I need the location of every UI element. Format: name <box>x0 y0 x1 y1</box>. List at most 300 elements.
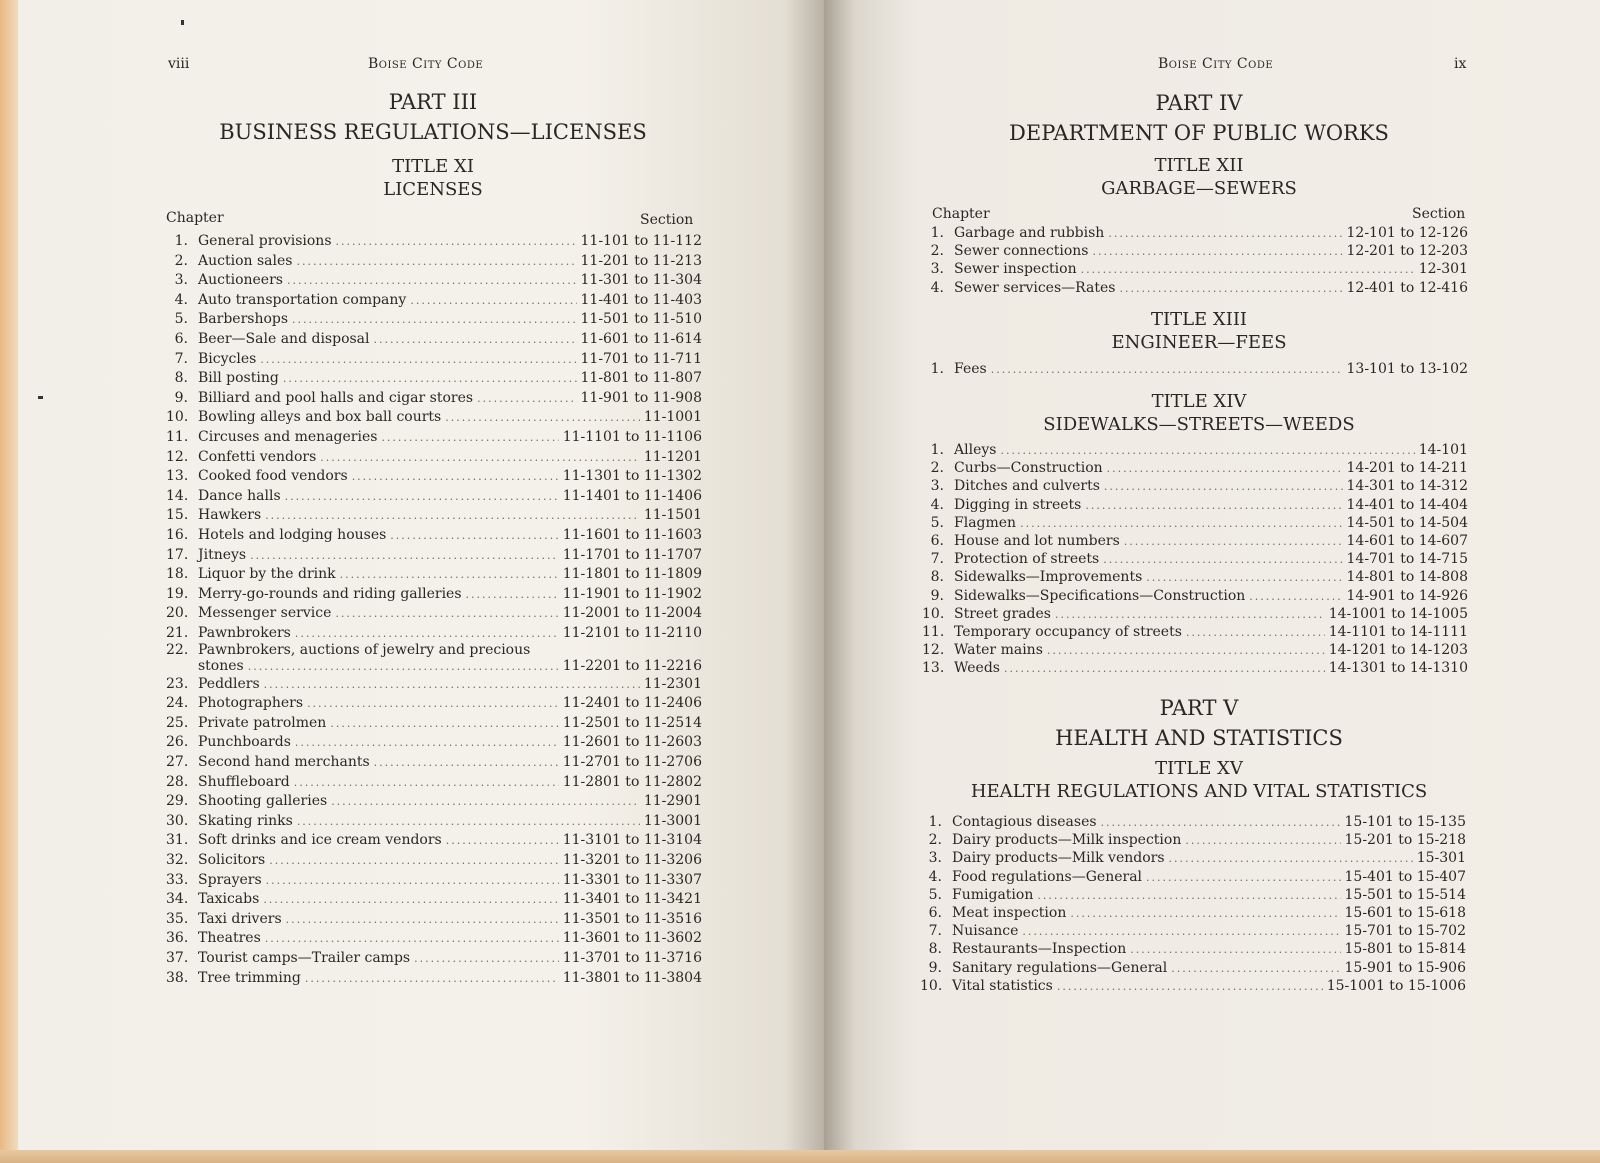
toc-entry <box>166 408 702 428</box>
chapter-title: Bicycles <box>198 350 257 367</box>
section-range: 15-201 to 15-218 <box>1344 832 1466 849</box>
section-range: 11-1801 to 11-1809 <box>562 566 702 583</box>
section-range: 11-2201 to 11-2216 <box>562 658 702 675</box>
leader-dots <box>1070 905 1340 923</box>
section-range: 11-2701 to 11-2706 <box>562 754 702 771</box>
section-range: 11-901 to 11-908 <box>580 389 702 406</box>
chapter-number: 9. <box>928 959 942 976</box>
leader-dots <box>263 890 558 910</box>
toc-entry <box>166 310 702 330</box>
leader-dots <box>305 969 559 989</box>
section-range: 12-101 to 12-126 <box>1346 225 1468 241</box>
toc-entry <box>922 532 1468 550</box>
chapter-number: 2. <box>928 832 942 849</box>
chapter-number: 6. <box>174 330 188 347</box>
chapter-number: 1. <box>930 361 944 377</box>
toc-entry <box>166 694 702 714</box>
leader-dots <box>1022 923 1340 941</box>
section-range: 11-2601 to 11-2603 <box>562 734 702 751</box>
leader-dots <box>1169 850 1413 868</box>
part-iv-number: PART IV <box>1155 91 1243 115</box>
chapter-number: 2. <box>174 252 188 269</box>
chapter-number: 10. <box>166 409 189 426</box>
chapter-title: Garbage and rubbish <box>954 225 1105 241</box>
chapter-number: 24. <box>166 695 189 712</box>
chapter-title: Dance halls <box>198 487 281 504</box>
toc-entry <box>166 604 702 624</box>
chapter-number: 4. <box>928 868 942 885</box>
chapter-number: 31. <box>166 832 189 849</box>
chapter-list-title-xv <box>920 813 1466 995</box>
chapter-title: Weeds <box>954 660 1000 677</box>
chapter-number: 1. <box>930 225 944 241</box>
toc-entry <box>922 477 1468 495</box>
column-section-label: Section <box>640 212 694 228</box>
chapter-title: Pawnbrokers <box>198 624 291 641</box>
chapter-number: 33. <box>166 871 189 888</box>
leader-dots <box>307 694 559 714</box>
chapter-title: Food regulations—General <box>952 868 1143 885</box>
section-range: 11-3301 to 11-3307 <box>562 871 702 888</box>
chapter-title: Temporary occupancy of streets <box>954 623 1182 640</box>
section-range: 11-1901 to 11-1902 <box>562 585 702 602</box>
page-number-left: viii <box>168 56 190 72</box>
leader-dots <box>374 330 577 350</box>
title-xii-name: GARBAGE—SEWERS <box>1101 178 1297 199</box>
leader-dots <box>1057 978 1323 996</box>
toc-entry <box>166 487 702 507</box>
toc-entry <box>922 659 1468 677</box>
toc-entry <box>166 871 702 891</box>
chapter-number: 9. <box>174 389 188 406</box>
leader-dots <box>1081 261 1415 279</box>
ink-speck <box>38 396 43 399</box>
toc-entry <box>166 252 702 272</box>
chapter-title: Bowling alleys and box ball courts <box>198 409 442 426</box>
toc-entry <box>166 467 702 487</box>
chapter-number: 13. <box>166 468 189 485</box>
section-range: 14-401 to 14-404 <box>1346 496 1468 513</box>
title-xiii-name: ENGINEER—FEES <box>1111 332 1287 353</box>
toc-entry <box>922 242 1468 260</box>
chapter-number: 27. <box>166 754 189 771</box>
chapter-number: 36. <box>166 930 189 947</box>
chapter-title: Shooting galleries <box>198 793 328 810</box>
leader-dots <box>1108 225 1342 243</box>
chapter-title: Circuses and menageries <box>198 428 378 445</box>
leader-dots <box>248 659 559 675</box>
chapter-number: 9. <box>930 587 944 604</box>
leader-dots <box>297 812 640 832</box>
chapter-title: Alleys <box>954 442 997 458</box>
toc-entry <box>166 851 702 871</box>
section-range: 15-601 to 15-618 <box>1344 904 1466 921</box>
left-page <box>18 0 824 1163</box>
title-xiv-headings <box>874 390 1524 436</box>
section-range: 14-301 to 14-312 <box>1346 478 1468 495</box>
chapter-number: 8. <box>928 941 942 958</box>
chapter-title: Water mains <box>954 642 1043 659</box>
section-range: 14-201 to 14-211 <box>1346 460 1468 477</box>
chapter-title: Vital statistics <box>952 977 1053 994</box>
leader-dots <box>352 467 559 487</box>
chapter-title: Dairy products—Milk inspection <box>952 832 1182 849</box>
chapter-title: Taxicabs <box>198 891 260 908</box>
toc-entry <box>920 922 1466 940</box>
chapter-number: 23. <box>166 675 189 692</box>
section-range: 11-801 to 11-807 <box>580 370 702 387</box>
chapter-title: Solicitors <box>198 852 266 868</box>
toc-entry <box>166 643 702 674</box>
leader-dots <box>264 675 640 695</box>
section-range: 15-901 to 15-906 <box>1344 959 1466 976</box>
leader-dots <box>296 252 576 272</box>
chapter-title: Hotels and lodging houses <box>198 526 387 543</box>
leader-dots <box>1186 624 1325 642</box>
chapter-title: Fumigation <box>952 886 1034 903</box>
chapter-title: Protection of streets <box>954 551 1100 568</box>
chapter-number: 3. <box>930 478 944 495</box>
toc-entry <box>922 459 1468 477</box>
chapter-number: 3. <box>174 272 188 289</box>
chapter-title: Sewer inspection <box>954 261 1077 278</box>
toc-entry <box>166 271 702 291</box>
part-number: PART III <box>388 90 478 114</box>
section-range: 14-601 to 14-607 <box>1346 532 1468 549</box>
chapter-title: Photographers <box>198 695 304 712</box>
chapter-title: Theatres <box>198 930 261 947</box>
section-range: 11-2101 to 11-2110 <box>562 624 702 641</box>
chapter-number: 35. <box>166 910 189 927</box>
title-xiv-name: SIDEWALKS—STREETS—WEEDS <box>1043 414 1355 435</box>
leader-dots <box>1055 606 1325 624</box>
leader-dots <box>295 733 559 753</box>
leader-dots <box>374 753 559 773</box>
leader-dots <box>1085 497 1342 515</box>
toc-entry <box>920 849 1466 867</box>
leader-dots <box>1103 551 1342 569</box>
section-range: 11-201 to 11-213 <box>580 252 702 269</box>
title-xiv-number: TITLE XIV <box>1151 391 1247 412</box>
chapter-number: 7. <box>174 350 188 367</box>
toc-entry <box>922 641 1468 659</box>
book-edge-left <box>0 0 18 1163</box>
chapter-number: 12. <box>166 448 189 465</box>
toc-entry <box>166 546 702 566</box>
chapter-number: 18. <box>166 566 189 583</box>
section-range: 11-2301 <box>643 675 702 692</box>
column-chapter-label-right: Chapter <box>932 206 990 222</box>
section-range: 12-301 <box>1418 261 1468 278</box>
leader-dots <box>466 585 559 605</box>
toc-entry <box>166 733 702 753</box>
chapter-number: 3. <box>930 261 944 278</box>
leader-dots <box>1101 814 1341 832</box>
leader-dots <box>265 929 559 949</box>
toc-entry <box>920 831 1466 849</box>
section-range: 15-101 to 15-135 <box>1344 814 1466 830</box>
running-head-left: Boise City Code <box>368 56 484 72</box>
section-range: 11-601 to 11-614 <box>580 330 702 347</box>
part-v-number: PART V <box>1159 696 1239 720</box>
leader-dots <box>1185 832 1340 850</box>
chapter-title: Street grades <box>954 605 1051 622</box>
chapter-number: 1. <box>174 233 188 249</box>
chapter-title: Digging in streets <box>954 496 1082 513</box>
section-range: 12-201 to 12-203 <box>1346 243 1468 260</box>
leader-dots <box>991 361 1343 379</box>
toc-entry <box>166 291 702 311</box>
chapter-title: Private patrolmen <box>198 714 327 731</box>
chapter-number: 6. <box>930 532 944 549</box>
chapter-number: 32. <box>166 852 189 868</box>
section-range: 11-3401 to 11-3421 <box>562 891 702 908</box>
chapter-number: 16. <box>166 526 189 543</box>
chapter-number: 26. <box>166 734 189 751</box>
toc-entry <box>166 969 702 989</box>
chapter-title: Sidewalks—Improvements <box>954 569 1143 586</box>
chapter-title-continued: stones <box>198 658 244 675</box>
leader-dots <box>1249 588 1342 606</box>
chapter-title: Flagmen <box>954 514 1017 531</box>
chapter-number: 21. <box>166 624 189 641</box>
leader-dots <box>390 526 558 546</box>
toc-entry <box>922 441 1468 459</box>
part-iv-headings <box>874 89 1524 200</box>
leader-dots <box>477 389 576 409</box>
chapter-number: 30. <box>166 812 189 829</box>
chapter-title: Fees <box>954 361 987 377</box>
chapter-number: 20. <box>166 605 189 622</box>
section-range: 11-3601 to 11-3602 <box>562 930 702 947</box>
chapter-number: 1. <box>928 814 942 830</box>
chapter-number: 14. <box>166 487 189 504</box>
section-range: 14-901 to 14-926 <box>1346 587 1468 604</box>
section-range: 11-701 to 11-711 <box>580 350 702 367</box>
chapter-title: Sprayers <box>198 871 262 888</box>
toc-entry <box>166 890 702 910</box>
toc-entry <box>922 587 1468 605</box>
toc-entry <box>922 605 1468 623</box>
leader-dots <box>1119 280 1342 298</box>
chapter-title: Auto transportation company <box>198 291 407 308</box>
toc-entry <box>922 550 1468 568</box>
section-range: 11-1701 to 11-1707 <box>562 546 702 563</box>
toc-entry <box>166 330 702 350</box>
chapter-title: Bill posting <box>198 370 279 387</box>
section-range: 11-3701 to 11-3716 <box>562 949 702 966</box>
section-range: 11-1501 <box>643 507 702 524</box>
section-range: 14-1001 to 14-1005 <box>1328 605 1468 622</box>
toc-entry <box>166 565 702 585</box>
chapter-number: 8. <box>930 569 944 586</box>
toc-entry <box>166 812 702 832</box>
leader-dots <box>294 773 559 793</box>
chapter-title: Peddlers <box>198 675 260 692</box>
leader-dots <box>1124 533 1343 551</box>
chapter-number: 10. <box>922 605 945 622</box>
section-range: 14-501 to 14-504 <box>1346 514 1468 531</box>
toc-entry <box>166 350 702 370</box>
leader-dots <box>336 232 577 252</box>
chapter-number: 38. <box>166 969 189 986</box>
leader-dots <box>269 851 558 871</box>
toc-entry <box>166 792 702 812</box>
chapter-title: Soft drinks and ice cream vendors <box>198 832 442 849</box>
leader-dots <box>1146 869 1340 887</box>
chapter-title: Jitneys <box>198 546 247 563</box>
toc-entry <box>166 369 702 389</box>
chapter-title: Tree trimming <box>198 969 301 986</box>
leader-dots <box>446 831 559 851</box>
title-name: LICENSES <box>383 179 483 200</box>
leader-dots <box>1107 460 1343 478</box>
toc-entry <box>922 279 1468 297</box>
toc-entry <box>920 977 1466 995</box>
section-range: 14-101 <box>1418 442 1468 458</box>
chapter-number: 22. <box>166 642 189 659</box>
leader-dots <box>331 792 640 812</box>
leader-dots <box>1092 243 1342 261</box>
right-page <box>824 0 1600 1163</box>
chapter-number: 29. <box>166 793 189 810</box>
section-range: 11-2001 to 11-2004 <box>562 605 702 622</box>
leader-dots <box>287 271 577 291</box>
leader-dots <box>1047 642 1325 660</box>
chapter-title: Sewer connections <box>954 243 1089 260</box>
leader-dots <box>410 291 576 311</box>
section-range: 14-1101 to 14-1111 <box>1328 623 1468 640</box>
chapter-number: 5. <box>930 514 944 531</box>
leader-dots <box>1130 941 1340 959</box>
title-xiii-headings <box>874 308 1524 354</box>
toc-entry <box>922 260 1468 278</box>
toc-entry <box>166 910 702 930</box>
section-range: 11-101 to 11-112 <box>580 233 702 249</box>
leader-dots <box>266 871 559 891</box>
toc-entry <box>166 675 702 695</box>
toc-entry <box>920 959 1466 977</box>
chapter-title: Taxi drivers <box>198 910 282 927</box>
chapter-number: 7. <box>928 923 942 940</box>
section-range: 14-1301 to 14-1310 <box>1328 660 1468 677</box>
title-number: TITLE XI <box>392 156 474 177</box>
chapter-list-title-xii <box>922 224 1468 297</box>
chapter-title: Cooked food vendors <box>198 468 348 485</box>
leader-dots <box>1037 887 1340 905</box>
section-range: 11-3801 to 11-3804 <box>562 969 702 986</box>
chapter-title: Billiard and pool halls and cigar stores <box>198 389 474 406</box>
chapter-title: Sanitary regulations—General <box>952 959 1168 976</box>
section-range: 11-1001 <box>643 409 702 426</box>
chapter-number: 17. <box>166 546 189 563</box>
leader-dots <box>1146 569 1342 587</box>
part-v-title: HEALTH AND STATISTICS <box>1055 726 1343 750</box>
section-range: 11-3001 <box>643 812 702 829</box>
chapter-number: 4. <box>174 291 188 308</box>
leader-dots <box>1171 960 1340 978</box>
chapter-title: Curbs—Construction <box>954 460 1103 477</box>
toc-entry <box>922 360 1468 378</box>
chapter-number: 15. <box>166 507 189 524</box>
chapter-title: Shuffleboard <box>198 773 290 790</box>
chapter-title: Second hand merchants <box>198 754 370 771</box>
section-range: 14-1201 to 14-1203 <box>1328 642 1468 659</box>
book-edge-bottom <box>0 1150 1600 1163</box>
toc-entry <box>922 496 1468 514</box>
section-range: 11-301 to 11-304 <box>580 272 702 289</box>
section-range: 12-401 to 12-416 <box>1346 279 1468 296</box>
section-range: 11-2501 to 11-2514 <box>562 714 702 731</box>
toc-entry <box>920 868 1466 886</box>
title-xiii-number: TITLE XIII <box>1150 309 1248 330</box>
chapter-title: Auction sales <box>198 252 293 269</box>
leader-dots <box>285 487 559 507</box>
chapter-title: Hawkers <box>198 507 262 524</box>
column-section-label-right: Section <box>1412 206 1466 222</box>
leader-dots <box>295 624 559 644</box>
toc-entry <box>166 773 702 793</box>
toc-entry <box>922 623 1468 641</box>
part-iv-title: DEPARTMENT OF PUBLIC WORKS <box>1009 121 1389 145</box>
chapter-title: Messenger service <box>198 605 332 622</box>
leader-dots <box>265 506 640 526</box>
part-v-headings <box>874 694 1524 803</box>
chapter-number: 1. <box>930 442 944 458</box>
chapter-list-title-xi <box>166 232 702 988</box>
toc-entry <box>166 929 702 949</box>
section-range: 11-3501 to 11-3516 <box>562 910 702 927</box>
section-range: 15-301 <box>1416 850 1466 867</box>
chapter-number: 28. <box>166 773 189 790</box>
chapter-number: 5. <box>174 311 188 328</box>
chapter-title: Sewer services—Rates <box>954 279 1116 296</box>
chapter-number: 11. <box>166 428 189 445</box>
running-head-right: Boise City Code <box>1158 56 1274 72</box>
leader-dots <box>330 714 558 734</box>
section-range: 14-701 to 14-715 <box>1346 551 1468 568</box>
leader-dots <box>320 448 640 468</box>
toc-entry <box>166 232 702 252</box>
toc-entry <box>166 389 702 409</box>
toc-entry <box>166 624 702 644</box>
section-range: 11-2901 <box>643 793 702 810</box>
chapter-number: 25. <box>166 714 189 731</box>
section-range: 14-801 to 14-808 <box>1346 569 1468 586</box>
chapter-list-title-xiii <box>922 360 1468 378</box>
chapter-title: Auctioneers <box>198 272 283 289</box>
section-range: 11-3101 to 11-3104 <box>562 832 702 849</box>
leader-dots <box>283 369 577 389</box>
chapter-title: Punchboards <box>198 734 291 751</box>
title-xv-name: HEALTH REGULATIONS AND VITAL STATISTICS <box>970 781 1428 802</box>
chapter-title: Confetti vendors <box>198 448 317 465</box>
column-chapter-label: Chapter <box>166 210 224 226</box>
section-range: 13-101 to 13-102 <box>1346 361 1468 377</box>
title-xii-number: TITLE XII <box>1154 155 1244 176</box>
chapter-title: Tourist camps—Trailer camps <box>198 949 411 966</box>
toc-entry <box>920 940 1466 958</box>
leader-dots <box>1020 515 1342 533</box>
section-range: 11-1401 to 11-1406 <box>562 487 702 504</box>
toc-entry <box>922 224 1468 242</box>
section-range: 11-401 to 11-403 <box>580 291 702 308</box>
chapter-title: Meat inspection <box>952 904 1067 921</box>
chapter-list-title-xiv <box>922 441 1468 677</box>
chapter-title: Nuisance <box>952 923 1019 940</box>
chapter-title: Dairy products—Milk vendors <box>952 850 1165 867</box>
toc-entry <box>166 831 702 851</box>
